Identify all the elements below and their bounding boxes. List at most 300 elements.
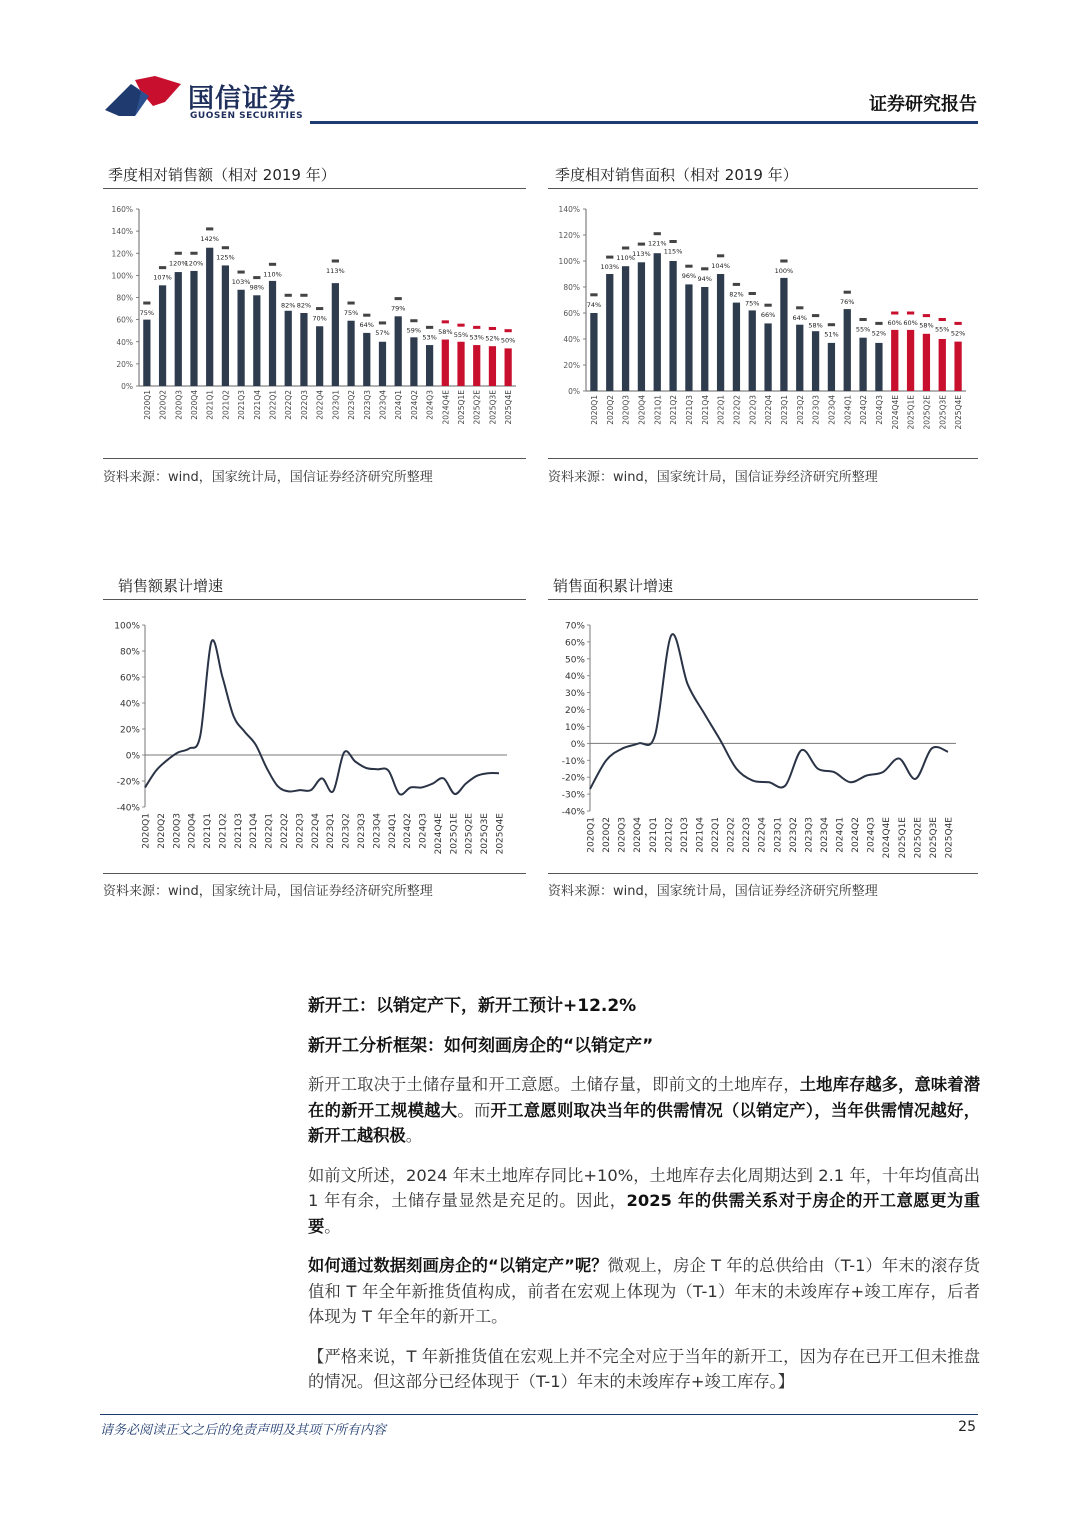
y-tick-label: 0% [570,739,585,750]
y-tick-label: 0% [568,387,580,396]
x-tick-label: 2021Q3 [237,390,247,420]
bar [812,331,819,391]
x-tick-label: 2024Q1 [387,813,398,849]
bar [796,325,803,391]
bar-marker [717,254,724,257]
bar [410,337,417,386]
p1-bold-b: 土地库存越多，意味着潜在的新开工规模越大 [308,1075,980,1120]
x-tick-label: 2024Q2 [851,817,862,853]
x-tick-label: 2022Q3 [742,817,753,853]
data-label: 52% [950,329,966,338]
bar [685,284,692,391]
y-tick-label: 40% [564,672,585,683]
x-tick-label: 2025Q2E [913,817,924,859]
x-tick-label: 2022Q4 [310,813,321,849]
bar [939,339,946,391]
x-tick-label: 2022Q4 [764,395,774,425]
x-tick-label: 2024Q1 [394,390,404,420]
bar [891,330,898,391]
x-tick-label: 2020Q1 [141,813,152,849]
x-tick-label: 2023Q1 [779,395,789,425]
bar-marker [606,256,613,259]
x-tick-label: 2023Q4 [378,390,388,420]
x-tick-label: 2023Q2 [341,813,352,849]
bar-marker [143,302,150,305]
bar-marker [222,246,229,249]
x-tick-label: 2025Q4E [944,817,955,859]
data-label: 50% [500,336,516,345]
data-label: 58% [919,321,934,330]
bar [733,303,740,391]
x-tick-label: 2023Q1 [773,817,784,853]
x-tick-label: 2021Q2 [221,390,231,420]
y-tick-label: 30% [564,689,585,700]
x-tick-label: 2020Q3 [172,813,183,849]
bar [222,265,229,386]
bar [780,278,787,391]
bar [923,334,930,391]
y-tick-label: 70% [564,621,585,632]
paragraph-2 [308,1163,980,1240]
x-tick-label: 2020Q1 [586,817,597,853]
p2-text-c: 。 [324,1216,341,1236]
y-tick-label: 40% [119,699,140,710]
data-label: 52% [485,334,500,343]
chart2-bottom-rule [548,458,978,459]
bar-marker [780,260,787,263]
x-tick-label: 2025Q3E [488,390,498,425]
bar-marker [654,232,661,235]
p3-bold-a: 如何通过数据刻画房企的“以销定产”呢？ [308,1256,608,1275]
bar-marker [812,314,819,317]
footer-disclaimer: 请务必阅读正文之后的免责声明及其项下所有内容 [100,1423,387,1438]
bar-marker [159,266,166,269]
series-line [590,634,948,789]
p1-text-e: 。 [405,1126,422,1145]
x-tick-label: 2020Q2 [602,817,613,853]
bar-marker [426,326,433,329]
data-label: 66% [760,311,776,320]
chart1-bottom-rule [103,458,526,459]
bar-marker [590,293,597,296]
p3-text-b: 微观上，房企 T 年的总供给由（T-1）年末的滚存货值和 T 年全年新推货值构成，前者在宏观上体现为（T-1）年末的未竣库存+竣工库存，后者体现为 T 年全年的新开工。 [308,1256,980,1326]
logo-text-cn: 国信证券 [188,84,297,114]
chart3-title-rule [103,599,526,600]
x-tick-label: 2021Q1 [648,817,659,853]
x-tick-label: 2024Q3 [866,817,877,853]
x-tick-label: 2020Q3 [174,390,184,420]
bar-marker [749,292,756,295]
chart3-bottom-rule [103,873,526,874]
page-number: 25 [958,1419,976,1435]
chart4-source: 资料来源：wind，国家统计局，国信证券经济研究所整理 [548,884,878,899]
data-label: 64% [792,313,807,322]
data-label: 125% [216,253,235,262]
x-tick-label: 2023Q4 [372,813,383,849]
x-tick-label: 2023Q3 [362,390,372,420]
bar [654,253,661,391]
x-tick-label: 2021Q4 [700,395,710,425]
bar [332,283,339,386]
bar-marker [891,312,898,315]
y-tick-label: 20% [564,706,585,717]
y-tick-label: 60% [116,315,133,325]
x-tick-label: 2024Q2 [859,395,869,425]
bar-marker [907,312,914,315]
y-tick-label: -10% [561,756,585,767]
x-tick-label: 2022Q2 [726,817,737,853]
bar [253,295,260,386]
bar [379,342,386,386]
y-tick-label: 120% [558,231,580,240]
paragraph-4: 【严格来说，T 年新推货值在宏观上并不完全对应于当年的新开工，因为存在已开工但未推盘的情况。但这部分已经体现于（T-1）年末的未竣库存+竣工库存。】 [308,1346,980,1391]
data-label: 113% [632,250,651,259]
y-tick-label: -40% [116,803,140,814]
x-tick-label: 2021Q3 [684,395,694,425]
bar [717,274,724,391]
data-label: 55% [453,331,469,340]
data-label: 115% [663,247,683,256]
x-tick-label: 2023Q1 [331,390,341,420]
bar-marker [796,306,803,309]
bar-marker [828,323,835,326]
chart3-line-chart [103,612,526,862]
bar [764,323,771,391]
y-tick-label: -20% [116,777,140,788]
data-label: 55% [935,325,950,334]
x-tick-label: 2023Q2 [347,390,357,420]
header-divider [310,121,978,124]
bar [828,343,835,391]
p1-bold-d: 开工意愿则取决当年的供需情况（以销定产），当年供需情况越好，新开工越积极 [308,1100,980,1145]
body-text [308,993,980,1395]
x-tick-label: 2022Q1 [264,813,275,849]
x-tick-label: 2022Q4 [315,390,325,420]
x-tick-label: 2024Q4E [882,817,893,859]
x-tick-label: 2020Q4 [189,390,199,420]
y-tick-label: 20% [563,361,580,370]
x-tick-label: 2023Q1 [326,813,337,849]
x-tick-label: 2025Q2E [922,395,932,430]
bar-marker [473,326,480,329]
chart3-title: 销售额累计增速 [118,577,224,595]
data-label: 59% [406,326,422,335]
footer-divider [100,1414,978,1415]
bar-marker [844,291,851,294]
x-tick-label: 2023Q3 [804,817,815,853]
y-tick-label: 0% [125,751,140,762]
bar-marker [457,324,464,327]
bar-marker [363,314,370,317]
x-tick-label: 2024Q1 [843,395,853,425]
bar [859,338,866,391]
x-tick-label: 2025Q3E [938,395,948,430]
bar-marker [489,327,496,330]
data-label: 74% [586,300,602,309]
y-tick-label: 100% [111,271,133,281]
x-tick-label: 2022Q3 [295,813,306,849]
y-tick-label: 10% [564,722,585,733]
data-label: 51% [824,330,839,339]
x-tick-label: 2022Q1 [268,390,278,420]
x-tick-label: 2021Q1 [205,390,215,420]
y-tick-label: 140% [558,205,580,214]
data-label: 120% [184,259,204,268]
chart2-title: 季度相对销售面积（相对 2019 年） [555,166,798,184]
x-tick-label: 2020Q4 [633,817,644,853]
bar-marker [733,283,740,286]
x-tick-label: 2022Q3 [299,390,309,420]
y-tick-label: 0% [121,382,133,391]
bar-marker [347,302,354,305]
y-tick-label: 50% [564,655,585,666]
y-tick-label: 20% [119,725,140,736]
bar [701,287,708,391]
bar [300,313,307,386]
paragraph-3 [308,1253,980,1330]
data-label: 110% [616,254,635,262]
bar [206,248,213,386]
data-label: 107% [153,273,172,282]
x-tick-label: 2025Q3E [480,813,491,855]
p1-text-a: 新开工取决于土储存量和开工意愿。土储存量，即前文的土地库存， [308,1075,800,1094]
data-label: 70% [312,314,327,323]
bar [473,345,480,386]
bar-marker [764,304,771,307]
x-tick-label: 2020Q4 [187,813,198,849]
bar-marker [638,243,645,246]
data-label: 75% [745,299,760,308]
bar [590,313,597,391]
y-tick-label: -40% [561,807,585,818]
chart2-source: 资料来源：wind，国家统计局，国信证券经济研究所整理 [548,470,878,485]
bar-marker [622,247,629,250]
x-tick-label: 2025Q1E [906,395,916,430]
x-tick-label: 2025Q1E [897,817,908,859]
bar-marker [875,322,882,325]
x-tick-label: 2025Q4E [504,390,514,425]
x-tick-label: 2022Q3 [748,395,758,425]
p1-text-c: 。而 [457,1100,491,1120]
x-tick-label: 2024Q3 [425,390,435,420]
y-tick-label: 80% [563,283,580,292]
bar [442,340,449,386]
bar [269,281,276,386]
bar [285,311,292,386]
x-tick-label: 2022Q1 [716,395,726,425]
y-tick-label: 60% [564,638,585,649]
bar-marker [859,318,866,321]
chart1-title-rule [103,188,526,189]
bar-marker [410,319,417,322]
x-tick-label: 2025Q2E [464,813,475,855]
x-tick-label: 2020Q2 [158,390,168,420]
y-tick-label: 120% [111,249,133,259]
bar-marker [316,307,323,310]
data-label: 120% [168,259,188,268]
bar-marker [237,271,244,274]
x-tick-label: 2020Q2 [156,813,167,849]
bar [175,272,182,386]
data-label: 58% [438,327,453,336]
report-type-label: 证券研究报告 [869,94,977,115]
data-label: 142% [200,234,219,243]
bar-marker [701,267,708,270]
x-tick-label: 2025Q4E [495,813,506,855]
bar [237,290,244,386]
bar [505,348,512,386]
bar-marker [206,227,213,230]
chart1-bar-chart [103,195,526,440]
x-tick-label: 2021Q3 [233,813,244,849]
bar [489,346,496,386]
x-tick-label: 2022Q2 [280,813,291,849]
x-tick-label: 2020Q1 [589,395,599,425]
bar-marker [442,320,449,323]
y-tick-label: 40% [563,335,580,344]
bar-marker [332,259,339,262]
series-line [145,640,499,794]
x-tick-label: 2021Q4 [249,813,260,849]
data-label: 121% [647,239,667,248]
y-tick-label: 140% [111,227,133,237]
x-tick-label: 2020Q4 [637,395,647,425]
bar [638,262,645,391]
x-tick-label: 2025Q1E [449,813,460,855]
x-tick-label: 2021Q1 [653,395,663,425]
bar [457,342,464,386]
bar [622,266,629,391]
y-tick-label: 80% [119,647,140,658]
bar [395,316,402,386]
data-label: 75% [343,309,359,318]
guosen-logo-icon [105,76,181,124]
section-heading: 新开工：以销定产下，新开工预计+12.2% [308,996,637,1016]
bar [669,261,676,391]
x-tick-label: 2020Q2 [605,395,615,425]
bar-marker [285,294,292,297]
bar [316,326,323,386]
y-tick-label: 60% [563,309,580,318]
bar [749,310,756,391]
x-tick-label: 2021Q2 [669,395,679,425]
x-tick-label: 2025Q4E [954,395,964,430]
data-label: 82% [281,301,296,310]
x-tick-label: 2023Q2 [795,395,805,425]
bar [954,342,961,391]
chart1-title: 季度相对销售额（相对 2019 年） [108,166,336,184]
data-label: 94% [697,274,712,283]
chart4-bottom-rule [548,873,978,874]
x-tick-label: 2024Q2 [409,390,419,420]
data-label: 64% [359,321,374,330]
bar-marker [505,329,512,332]
bar [875,343,882,391]
y-tick-label: 80% [116,293,133,303]
data-label: 82% [296,301,312,310]
chart4-title: 销售面积累计增速 [553,577,674,595]
subsection-heading: 新开工分析框架：如何刻画房企的“以销定产” [308,1036,654,1056]
bar [347,321,354,386]
data-label: 60% [887,319,902,327]
data-label: 96% [681,272,697,281]
y-tick-label: 160% [111,205,133,214]
bar [426,345,433,386]
data-label: 57% [375,328,390,337]
x-tick-label: 2021Q1 [203,813,214,849]
bar-marker [923,314,930,317]
bar-marker [379,321,386,324]
bar [844,309,851,391]
data-label: 104% [711,261,730,270]
y-tick-label: 100% [558,257,580,266]
x-tick-label: 2024Q4E [433,813,444,855]
data-label: 53% [422,333,437,342]
y-tick-label: -20% [561,773,585,784]
data-label: 55% [855,325,871,334]
data-label: 98% [249,283,265,292]
chart2-bar-chart [548,195,978,440]
x-tick-label: 2024Q4E [890,395,900,430]
x-tick-label: 2020Q1 [142,390,152,420]
bar-marker [175,252,182,255]
x-tick-label: 2023Q4 [819,817,830,853]
x-tick-label: 2021Q2 [218,813,229,849]
data-label: 76% [840,298,855,307]
p2-text-a: 如前文所述，2024 年末土地库存同比+10%，土地库存去化周期达到 2.1 年，十年均值高出 1 年有余，土储存量显然是充足的。因此， [308,1165,980,1210]
x-tick-label: 2023Q2 [788,817,799,853]
y-tick-label: 20% [116,359,133,369]
x-tick-label: 2020Q3 [621,395,631,425]
x-tick-label: 2024Q4E [441,390,451,425]
bar-marker [395,297,402,300]
x-tick-label: 2024Q3 [418,813,429,849]
y-tick-label: 40% [116,337,133,347]
bar-marker [190,252,197,255]
x-tick-label: 2021Q3 [679,817,690,853]
x-tick-label: 2023Q4 [827,395,837,425]
paragraph-1 [308,1072,980,1149]
bar [143,320,150,386]
x-tick-label: 2024Q3 [874,395,884,425]
data-label: 75% [139,309,155,318]
data-label: 79% [390,304,406,313]
x-tick-label: 2021Q4 [252,390,262,420]
chart4-line-chart [548,612,978,862]
data-label: 100% [774,267,794,275]
x-tick-label: 2023Q3 [811,395,821,425]
y-tick-label: 60% [119,673,140,684]
bar-marker [685,265,692,268]
x-tick-label: 2020Q3 [617,817,628,853]
x-tick-label: 2025Q3E [928,817,939,859]
x-tick-label: 2023Q3 [356,813,367,849]
x-tick-label: 2021Q4 [695,817,706,853]
data-label: 52% [871,329,887,338]
data-label: 113% [326,266,345,275]
x-tick-label: 2022Q1 [711,817,722,853]
bar [190,271,197,386]
bar-marker [300,294,307,297]
chart2-title-rule [548,188,978,189]
bar [159,285,166,386]
chart1-source: 资料来源：wind，国家统计局，国信证券经济研究所整理 [103,470,433,485]
bar-marker [939,318,946,321]
x-tick-label: 2025Q2E [472,390,482,425]
bar-marker [669,240,676,243]
x-tick-label: 2022Q2 [284,390,294,420]
x-tick-label: 2022Q2 [732,395,742,425]
